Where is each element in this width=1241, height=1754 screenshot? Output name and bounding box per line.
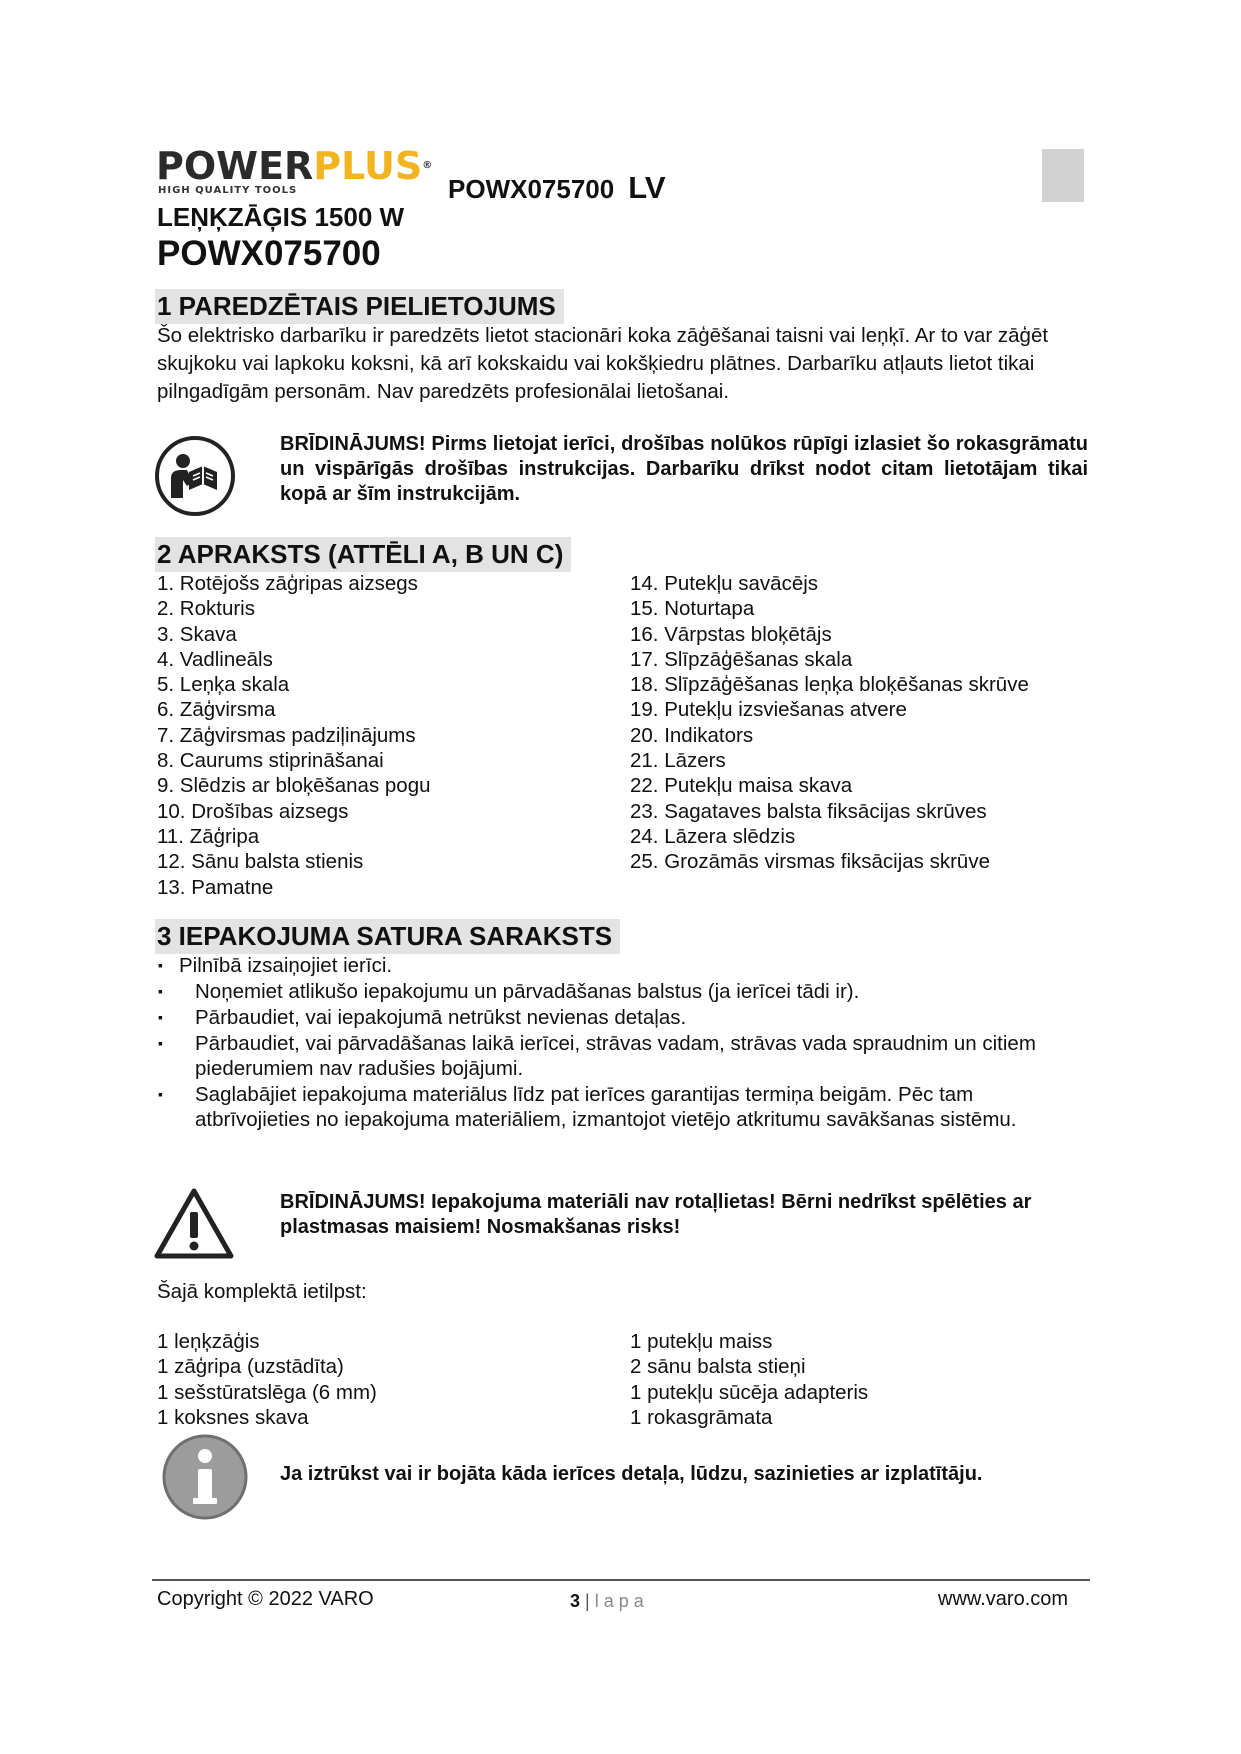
list-item: ▪ Pārbaudiet, vai iepakojumā netrūkst nevienas detaļas. bbox=[158, 1006, 687, 1029]
model-code: POWX075700 bbox=[448, 174, 615, 204]
list-item: 1 leņķzāģis bbox=[157, 1330, 260, 1353]
list-item: 9. Slēdzis ar bloķēšanas pogu bbox=[157, 774, 431, 798]
list-item: 5. Leņķa skala bbox=[157, 673, 290, 697]
list-item: ▪ Pilnībā izsaiņojiet ierīci. bbox=[158, 954, 393, 977]
bullet-icon: ▪ bbox=[158, 1009, 163, 1025]
list-item: ▪ Pārbaudiet, vai pārvadāšanas laikā ierīcei, strāvas vadam, strāvas vada spraudnim un citiem piederumiem nav radušies bojājumi. bbox=[158, 1032, 1036, 1080]
list-item: 8. Caurums stiprināšanai bbox=[157, 749, 384, 773]
list-item: 12. Sānu balsta stienis bbox=[157, 850, 364, 874]
list-item: 1 zāģripa (uzstādīta) bbox=[157, 1355, 344, 1379]
warning-triangle-icon bbox=[153, 1186, 235, 1260]
section-2-heading: 2 APRAKSTS (ATTĒLI A, B UN C) bbox=[155, 537, 571, 572]
model-language-heading bbox=[448, 170, 666, 206]
read-manual-icon bbox=[153, 434, 237, 518]
list-item: 1 sešstūratslēga (6 mm) bbox=[157, 1380, 377, 1404]
bullet-icon: ▪ bbox=[158, 983, 163, 999]
logo-plus-text: PLUS bbox=[313, 144, 423, 188]
info-note: Ja iztrūkst vai ir bojāta kāda ierīces detaļa, lūdzu, sazinieties ar izplatītāju. bbox=[280, 1463, 983, 1485]
list-item: 13. Pamatne bbox=[157, 875, 274, 899]
list-item: 22. Putekļu maisa skava bbox=[630, 774, 853, 798]
list-item: 21. Lāzers bbox=[630, 749, 726, 773]
logo-tagline: HIGH QUALITY TOOLS bbox=[158, 185, 298, 196]
list-item: 25. Grozāmās virsmas fiksācijas skrūve bbox=[630, 850, 990, 874]
page-marker-square bbox=[1042, 149, 1084, 202]
page-label: l a p a bbox=[594, 1591, 644, 1611]
logo-registered-mark: ® bbox=[422, 160, 433, 171]
list-item: 4. Vadlineāls bbox=[157, 647, 273, 671]
bullet-icon: ▪ bbox=[158, 957, 163, 973]
list-item: 18. Slīpzāģēšanas leņķa bloķēšanas skrūve bbox=[630, 673, 1029, 697]
list-item: 2. Rokturis bbox=[157, 597, 255, 621]
logo-power-text: POWER bbox=[156, 144, 314, 188]
list-item: ▪ Saglabājiet iepakojuma materiālus līdz pat ierīces garantijas termiņa beigām. Pēc tam atbrīvojieties no iepakojuma materiāliem, izmantojot vietējo atkritumu savākšanas sistēmu. bbox=[158, 1083, 1017, 1131]
parts-list-right bbox=[630, 571, 1029, 875]
list-item: 17. Slīpzāģēšanas skala bbox=[630, 647, 853, 671]
list-item: 2 sānu balsta stieņi bbox=[630, 1355, 806, 1379]
list-item: 1 rokasgrāmata bbox=[630, 1405, 773, 1429]
list-item: 19. Putekļu izsviešanas atvere bbox=[630, 698, 907, 722]
bullet-icon: ▪ bbox=[158, 1086, 163, 1102]
section-1-text: Šo elektrisko darbarīku ir paredzēts lietot stacionāri koka zāģēšanai taisni vai leņķī. Ar to var zāģēt skujkoku vai lapkoku koksni, kā arī kokskaidu vai kokšķiedru plātnes. Darbarīku atļauts lietot tikai pilngadīgām personām. Nav paredzēts profesionālai lietošanai. bbox=[157, 324, 1049, 403]
brand-logo bbox=[156, 146, 432, 186]
list-item: 11. Zāģripa bbox=[157, 824, 260, 848]
list-item: 14. Putekļu savācējs bbox=[630, 572, 819, 595]
contents-list-left bbox=[157, 1329, 377, 1430]
product-title: LEŅĶZĀĢIS 1500 W bbox=[157, 202, 405, 232]
footer-page-number bbox=[570, 1591, 644, 1612]
list-item: 1 putekļu sūcēja adapteris bbox=[630, 1380, 869, 1404]
page-separator: | bbox=[585, 1591, 590, 1611]
footer-website: www.varo.com bbox=[938, 1588, 1069, 1610]
section-1-warning: BRĪDINĀJUMS! Pirms lietojat ierīci, drošības nolūkos rūpīgi izlasiet šo rokasgrāmatu un vispārīgās drošības instrukcijas. Darbarīku drīkst nodot citam lietotājam tikai kopā ar šīm instrukcijām. bbox=[280, 433, 1088, 505]
contents-list-right bbox=[630, 1329, 868, 1430]
parts-list-left bbox=[157, 571, 431, 900]
section-3-heading: 3 IEPAKOJUMA SATURA SARAKSTS bbox=[155, 919, 620, 954]
bullet-icon: ▪ bbox=[158, 1035, 163, 1051]
list-item: 1 putekļu maiss bbox=[630, 1330, 773, 1353]
page-number: 3 bbox=[570, 1591, 581, 1611]
list-item: 7. Zāģvirsmas padziļinājums bbox=[157, 723, 416, 747]
list-item: 16. Vārpstas bloķētājs bbox=[630, 622, 832, 646]
list-item: 1 koksnes skava bbox=[157, 1405, 309, 1429]
list-item: 24. Lāzera slēdzis bbox=[630, 824, 796, 848]
contents-intro: Šajā komplektā ietilpst: bbox=[157, 1280, 367, 1303]
list-item: ▪ Noņemiet atlikušo iepakojumu un pārvadāšanas balstus (ja ierīcei tādi ir). bbox=[158, 980, 860, 1003]
list-item: 20. Indikators bbox=[630, 723, 754, 747]
product-code-title: POWX075700 bbox=[157, 234, 381, 273]
list-item: 1. Rotējošs zāģripas aizsegs bbox=[157, 572, 418, 595]
footer-divider bbox=[152, 1579, 1090, 1581]
list-item: 6. Zāģvirsma bbox=[157, 698, 276, 722]
section-3-warning: BRĪDINĀJUMS! Iepakojuma materiāli nav rotaļlietas! Bērni nedrīkst spēlēties ar plastmasas maisiem! Nosmakšanas risks! bbox=[280, 1191, 1032, 1238]
list-item: 23. Sagataves balsta fiksācijas skrūves bbox=[630, 799, 987, 823]
list-item: 10. Drošības aizsegs bbox=[157, 799, 349, 823]
list-item: 15. Noturtapa bbox=[630, 597, 755, 621]
section-1-heading: 1 PAREDZĒTAIS PIELIETOJUMS bbox=[155, 289, 564, 324]
info-icon bbox=[160, 1432, 250, 1522]
footer-copyright: Copyright © 2022 VARO bbox=[157, 1588, 374, 1610]
language-code: LV bbox=[628, 170, 666, 205]
list-item: 3. Skava bbox=[157, 622, 237, 646]
packaging-bullet-list bbox=[157, 953, 1057, 1133]
